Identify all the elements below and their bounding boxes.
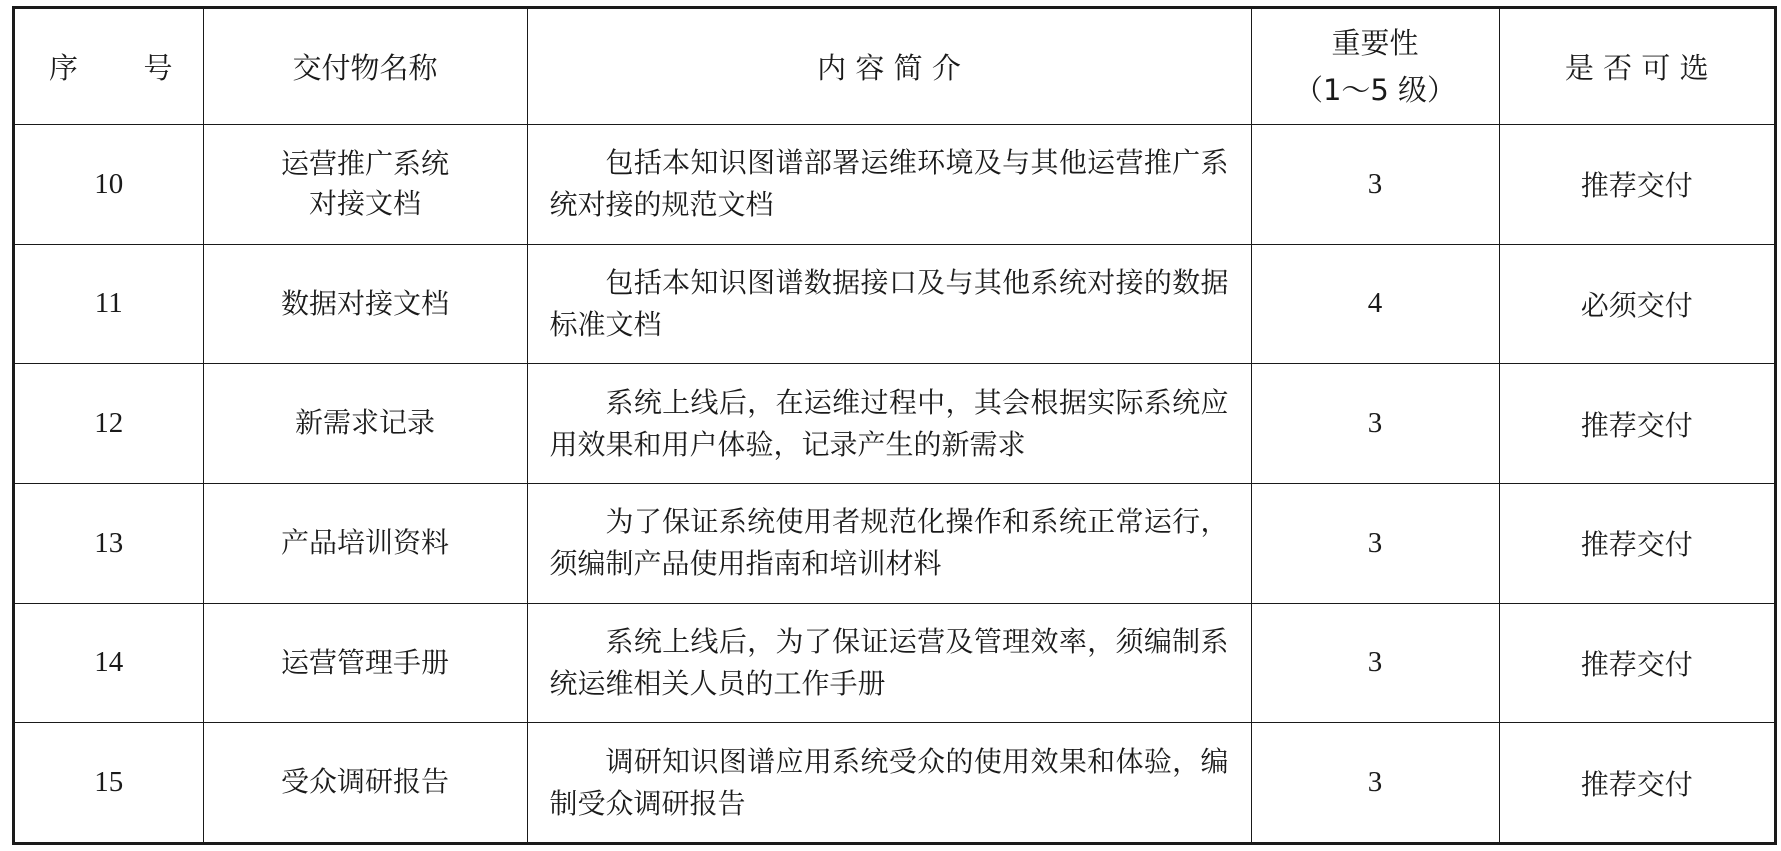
row-description: [527, 125, 1251, 245]
row-importance: 3: [1251, 723, 1499, 842]
row-index: 15: [15, 723, 203, 842]
table-row: [15, 483, 1774, 603]
row-importance: 3: [1251, 603, 1499, 723]
row-name-text: 运营推广系统对接文档: [280, 146, 449, 221]
row-index: 11: [15, 244, 203, 364]
row-description-text: 包括本知识图谱部署运维环境及与其他运营推广系统对接的规范文档: [549, 146, 1229, 222]
row-optional: 推荐交付: [1499, 364, 1774, 484]
row-name-text: 新需求记录: [294, 406, 435, 440]
row-index: 10: [15, 125, 203, 245]
deliverables-table: [15, 9, 1774, 842]
header-row: [15, 9, 1774, 125]
row-optional: 推荐交付: [1499, 723, 1774, 842]
row-description: [527, 723, 1251, 842]
row-importance: 4: [1251, 244, 1499, 364]
row-name-text: 产品培训资料: [280, 526, 449, 559]
row-description: [527, 483, 1251, 603]
row-optional: 必须交付: [1499, 244, 1774, 364]
row-name: [203, 244, 527, 364]
table-row: [15, 603, 1774, 723]
row-importance: 3: [1251, 364, 1499, 484]
row-description-text: 系统上线后，在运维过程中，其会根据实际系统应用效果和用户体验，记录产生的新需求: [549, 385, 1229, 461]
row-name-text: 受众调研报告: [280, 765, 449, 799]
row-index: 14: [15, 603, 203, 723]
header-description: 内 容 简 介: [527, 9, 1251, 125]
row-description-text: 系统上线后，为了保证运营及管理效率，须编制系统运维相关人员的工作手册: [549, 624, 1229, 700]
row-optional: 推荐交付: [1499, 483, 1774, 603]
header-name: 交付物名称: [203, 9, 527, 125]
table-row: [15, 125, 1774, 245]
table-row: [15, 723, 1774, 842]
header-importance: [1251, 9, 1499, 125]
row-index: 13: [15, 483, 203, 603]
header-index: [15, 9, 203, 125]
row-name: [203, 364, 527, 484]
row-optional: 推荐交付: [1499, 603, 1774, 723]
header-importance-line1: 重要性: [1331, 26, 1419, 61]
row-name: [203, 723, 527, 842]
table-header: [15, 9, 1774, 125]
row-name-text: 运营管理手册: [280, 645, 449, 679]
row-description: [527, 603, 1251, 723]
header-index-right: 号: [143, 51, 173, 85]
table-row: [15, 244, 1774, 364]
row-description: [527, 364, 1251, 484]
row-description-text: 为了保证系统使用者规范化操作和系统正常运行，须编制产品使用指南和培训材料: [549, 505, 1229, 581]
row-description-text: 调研知识图谱应用系统受众的使用效果和体验，编制受众调研报告: [549, 744, 1229, 820]
row-optional: 推荐交付: [1499, 125, 1774, 245]
row-index: 12: [15, 364, 203, 484]
header-importance-line2: （1～5 级）: [1293, 72, 1457, 107]
header-index-left: 序: [49, 51, 79, 85]
header-optional: 是 否 可 选: [1499, 9, 1774, 125]
row-importance: 3: [1251, 125, 1499, 245]
row-name-text: 数据对接文档: [280, 286, 449, 320]
table-row: [15, 364, 1774, 484]
row-importance: 3: [1251, 483, 1499, 603]
row-name: [203, 483, 527, 603]
row-name: [203, 603, 527, 723]
table-body: [15, 125, 1774, 843]
deliverables-table-frame: [12, 6, 1777, 845]
row-name: [203, 125, 527, 245]
row-description-text: 包括本知识图谱数据接口及与其他系统对接的数据标准文档: [549, 265, 1229, 341]
row-description: [527, 244, 1251, 364]
